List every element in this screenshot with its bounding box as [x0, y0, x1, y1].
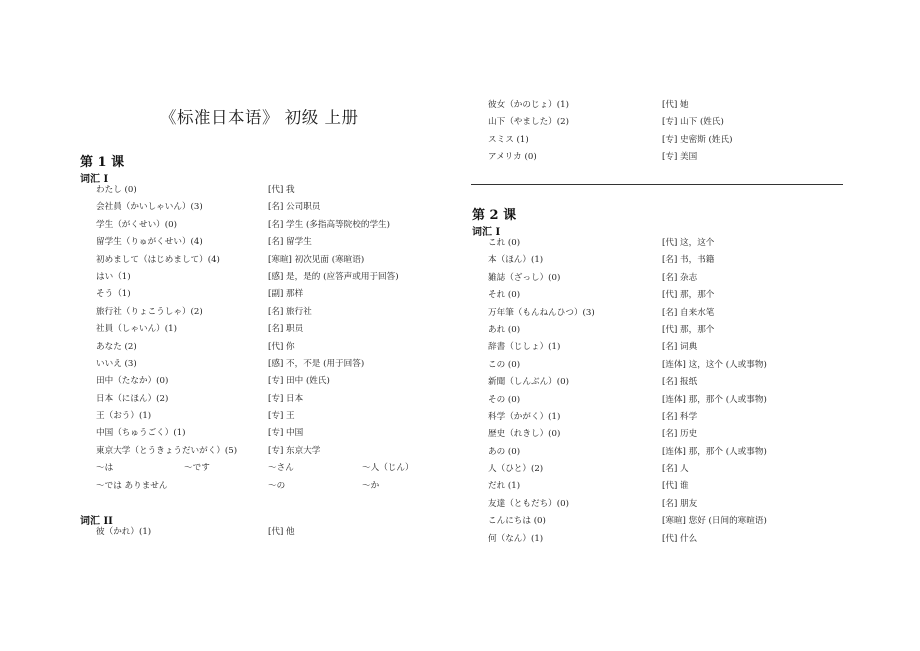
vocab-gloss: [名] 公司职员 — [268, 202, 321, 213]
vocab-word: それ (0) — [488, 290, 521, 301]
vocab-suffix: ～人（じん） — [362, 463, 414, 474]
vocab-entry — [96, 252, 436, 269]
vocab-entry — [488, 426, 828, 443]
lesson-1-vocab-2-list — [96, 524, 436, 541]
vocab-word: その (0) — [488, 394, 521, 405]
vocab-word: 本（ほん）(1) — [488, 255, 544, 266]
vocab-gloss: [专] 史密斯 (姓氏) — [662, 134, 733, 145]
vocab-word: ～では ありません — [96, 480, 168, 491]
vocab-gloss: [专] 东京大学 — [268, 445, 321, 456]
vocab-entry — [96, 524, 436, 541]
vocab-gloss: [代] 这，这个 — [662, 238, 715, 248]
vocab-gloss: [连体] 这，这个 (人或事物) — [662, 359, 767, 370]
vocab-gloss: [专] 美国 — [662, 152, 698, 163]
vocab-gloss: [名] 书，书籍 — [662, 255, 715, 266]
vocab-entry — [96, 408, 436, 425]
vocab-word: あの (0) — [488, 446, 521, 457]
vocab-entry — [96, 304, 436, 321]
vocab-entry — [96, 269, 436, 286]
vocab-entry — [488, 339, 828, 356]
vocab-gloss: [名] 留学生 — [268, 237, 312, 248]
vocab-entry — [488, 132, 828, 149]
vocab-gloss: [代] 那，那个 — [662, 324, 715, 335]
vocab-entry — [96, 234, 436, 251]
vocab-gloss: [专] 田中 (姓氏) — [268, 376, 330, 387]
vocab-entry — [96, 460, 436, 477]
vocab-gloss: [名] 科学 — [662, 411, 698, 422]
vocab-gloss: ～の — [268, 480, 286, 491]
vocab-entry — [96, 339, 436, 356]
vocab-word: 田中（たなか）(0) — [96, 376, 169, 387]
vocab-gloss: [感] 是，是的 (应答声或用于回答) — [268, 271, 399, 282]
vocab-entry — [488, 235, 828, 252]
vocab-entry — [96, 199, 436, 216]
vocab-entry — [488, 305, 828, 322]
vocab-gloss: [名] 词典 — [662, 342, 698, 353]
vocab-word: 友達（ともだち）(0) — [488, 498, 569, 509]
vocab-word: スミス (1) — [488, 134, 529, 145]
vocab-gloss: [名] 学生 (多指高等院校的学生) — [268, 219, 390, 230]
vocab-suffix: ～です — [184, 463, 210, 474]
vocab-word: こんにちは (0) — [488, 516, 546, 527]
vocab-entry — [488, 513, 828, 530]
vocab-word: いいえ (3) — [96, 358, 137, 369]
vocab-entry — [488, 461, 828, 478]
vocab-gloss: [代] 谁 — [662, 481, 689, 492]
document-title: 《标准日本语》 初级 上册 — [160, 108, 359, 127]
vocab-gloss: [感] 不，不是 (用于回答) — [268, 358, 365, 369]
vocab-entry — [96, 425, 436, 442]
vocab-word: 山下（やました）(2) — [488, 117, 569, 128]
vocab-entry — [488, 357, 828, 374]
vocab-entry — [488, 374, 828, 391]
vocab-entry — [488, 149, 828, 166]
vocab-entry — [96, 217, 436, 234]
lesson-1-vocab-1-label: 词汇 I — [80, 174, 109, 185]
vocab-word: これ (0) — [488, 238, 521, 248]
vocab-word: あなた (2) — [96, 341, 137, 352]
vocab-suffix: ～か — [362, 480, 380, 491]
vocab-entry — [96, 391, 436, 408]
vocab-word: だれ (1) — [488, 481, 521, 492]
vocab-gloss: [代] 什么 — [662, 533, 698, 544]
vocab-gloss: [专] 王 — [268, 411, 295, 422]
vocab-word: 旅行社（りょこうしゃ）(2) — [96, 306, 203, 317]
vocab-word: そう（1) — [96, 289, 131, 300]
vocab-word: 会社員（かいしゃいん）(3) — [96, 202, 203, 213]
vocab-gloss: [名] 朋友 — [662, 498, 698, 509]
vocab-entry — [488, 114, 828, 131]
vocab-word: 万年筆（もんねんひつ）(3) — [488, 307, 595, 318]
lesson-1-vocab-2-label: 词汇 II — [80, 516, 113, 527]
vocab-entry — [96, 286, 436, 303]
lesson-2-heading: 第 2 课 — [472, 208, 517, 223]
vocab-gloss: [名] 自来水笔 — [662, 307, 715, 318]
vocab-word: 彼女（かのじょ）(1) — [488, 100, 569, 110]
vocab-word: 東京大学（とうきょうだいがく）(5) — [96, 445, 238, 456]
vocab-word: 中国（ちゅうごく）(1) — [96, 428, 186, 439]
lesson-2-vocab-1-list — [488, 235, 828, 548]
vocab-gloss: [名] 历史 — [662, 429, 698, 440]
vocab-entry — [488, 478, 828, 495]
vocab-gloss: [专] 山下 (姓氏) — [662, 117, 724, 128]
vocab-word: 科学（かがく）(1) — [488, 411, 561, 422]
vocab-gloss: [寒暄] 初次见面 (寒暄语) — [268, 254, 365, 265]
section-divider — [471, 184, 843, 185]
vocab-gloss: [连体] 那，那个 (人或事物) — [662, 446, 767, 457]
vocab-entry — [96, 478, 436, 495]
vocab-word: あれ (0) — [488, 324, 521, 335]
vocab-word: 初めまして（はじめまして）(4) — [96, 254, 220, 265]
vocab-entry — [96, 443, 436, 460]
vocab-gloss: [代] 他 — [268, 527, 295, 537]
vocab-gloss: [名] 职员 — [268, 324, 304, 335]
vocab-entry — [488, 287, 828, 304]
vocab-word: 歴史（れきし）(0) — [488, 429, 561, 440]
vocab-word: わたし (0) — [96, 185, 137, 195]
vocab-word: アメリカ (0) — [488, 152, 537, 163]
lesson-1-vocab-2-continued-list — [488, 97, 828, 167]
vocab-word: 社員（しゃいん）(1) — [96, 324, 177, 335]
lesson-2-vocab-1-label: 词汇 I — [472, 227, 501, 238]
vocab-entry — [488, 409, 828, 426]
vocab-gloss: [名] 人 — [662, 464, 689, 475]
vocab-word: 辞書（じしょ）(1) — [488, 342, 561, 353]
vocab-gloss: [副] 那样 — [268, 289, 304, 300]
vocab-gloss: [代] 你 — [268, 341, 295, 352]
vocab-gloss: [寒暄] 您好 (日间的寒暄语) — [662, 516, 767, 527]
vocab-entry — [488, 531, 828, 548]
vocab-word: 王（おう）(1) — [96, 411, 152, 422]
vocab-word: 日本（にほん）(2) — [96, 393, 169, 404]
vocab-entry — [96, 373, 436, 390]
vocab-entry — [488, 444, 828, 461]
vocab-word: 彼（かれ）(1) — [96, 527, 152, 537]
vocab-entry — [488, 252, 828, 269]
vocab-word: はい（1) — [96, 271, 131, 282]
vocab-gloss: [专] 日本 — [268, 393, 304, 404]
vocab-gloss: [名] 杂志 — [662, 272, 698, 283]
vocab-entry — [96, 182, 436, 199]
lesson-1-vocab-1-list — [96, 182, 436, 495]
vocab-gloss: [代] 她 — [662, 100, 689, 110]
vocab-word: 人（ひと）(2) — [488, 464, 544, 475]
vocab-word: 留学生（りゅがくせい）(4) — [96, 237, 203, 248]
vocab-entry — [96, 321, 436, 338]
vocab-word: 雑誌（ざっし）(0) — [488, 272, 561, 283]
vocab-entry — [488, 270, 828, 287]
lesson-1-heading: 第 1 课 — [80, 155, 125, 170]
vocab-word: 新聞（しんぶん）(0) — [488, 377, 569, 388]
vocab-gloss: [名] 旅行社 — [268, 306, 312, 317]
vocab-entry — [488, 97, 828, 114]
vocab-word: 何（なん）(1) — [488, 533, 544, 544]
vocab-gloss: [连体] 那，那个 (人或事物) — [662, 394, 767, 405]
vocab-entry — [96, 356, 436, 373]
vocab-word: この (0) — [488, 359, 521, 370]
vocab-gloss: [代] 我 — [268, 185, 295, 195]
vocab-entry — [488, 496, 828, 513]
vocab-gloss: ～さん — [268, 463, 294, 474]
vocab-gloss: [名] 报纸 — [662, 377, 698, 388]
vocab-gloss: [专] 中国 — [268, 428, 304, 439]
vocab-gloss: [代] 那，那个 — [662, 290, 715, 301]
vocab-word: 学生（がくせい）(0) — [96, 219, 177, 230]
vocab-entry — [488, 322, 828, 339]
vocab-entry — [488, 392, 828, 409]
vocab-word: ～は — [96, 463, 114, 474]
